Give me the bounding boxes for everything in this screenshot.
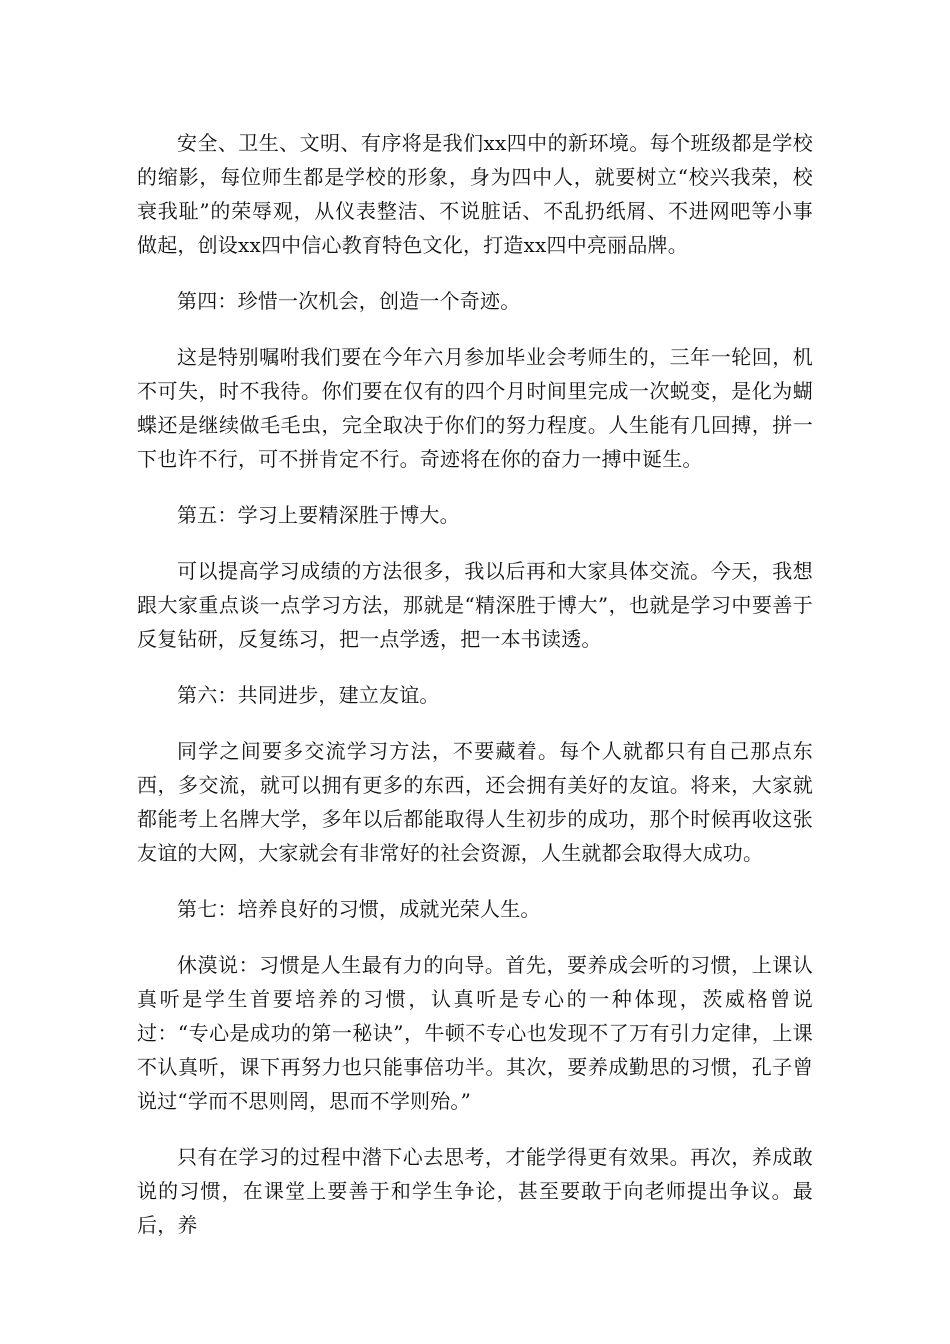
document-body <box>137 126 813 1242</box>
heading-point-five: 第五：学习上要精深胜于博大。 <box>177 503 460 527</box>
paragraph-friendship: 同学之间要多交流学习方法，不要藏着。每个人就都只有自己那点东西，多交流，就可以拥有更多的东西，还会拥有美好的友谊。将来，大家就都能考上名牌大学，多年以后都能取得人生初步的成功，那个时候再收这张友谊的大网，大家就会有非常好的社会资源，人生就都会取得大成功。 <box>137 739 813 865</box>
heading-point-seven: 第七：培养良好的习惯，成就光荣人生。 <box>177 897 541 921</box>
paragraph-graduating-students: 这是特别嘱咐我们要在今年六月参加毕业会考师生的，三年一轮回，机不可失，时不我待。你们要在仅有的四个月时间里完成一次蜕变，是化为蝴蝶还是继续做毛毛虫，完全取决于你们的努力程度。人生能有几回搏，拼一下也许不行，可不拼肯定不行。奇迹将在你的奋力一搏中诞生。 <box>137 345 813 471</box>
paragraph-thinking-habits: 只有在学习的过程中潜下心去思考，才能学得更有效果。再次，养成敢说的习惯，在课堂上要善于和学生争论，甚至要敢于向老师提出争议。最后，养 <box>137 1145 813 1237</box>
heading-point-six: 第六：共同进步，建立友谊。 <box>177 683 440 707</box>
paragraph-safety-environment: 安全、卫生、文明、有序将是我们xx四中的新环境。每个班级都是学校的缩影，每位师生都是学校的形象，身为四中人，就要树立“校兴我荣，校衰我耻”的荣辱观，从仪表整洁、不说脏话、不乱扔纸屑、不进网吧等小事做起，创设xx四中信心教育特色文化，打造xx四中亮丽品牌。 <box>137 131 813 257</box>
paragraph-study-method: 可以提高学习成绩的方法很多，我以后再和大家具体交流。今天，我想跟大家重点谈一点学习方法，那就是“精深胜于博大”，也就是学习中要善于反复钻研，反复练习，把一点学透，把一本书读透。 <box>137 559 813 651</box>
heading-point-four: 第四：珍惜一次机会，创造一个奇迹。 <box>177 289 521 313</box>
paragraph-habits: 休漠说：习惯是人生最有力的向导。首先，要养成会听的习惯，上课认真听是学生首要培养的习惯，认真听是专心的一种体现，茨威格曾说过：“专心是成功的第一秘诀”，牛顿不专心也发现不了万有引力定律，上课不认真听，课下再努力也只能事倍功半。其次，要养成勤思的习惯，孔子曾说过“学而不思则罔，思而不学则殆。” <box>137 953 813 1113</box>
